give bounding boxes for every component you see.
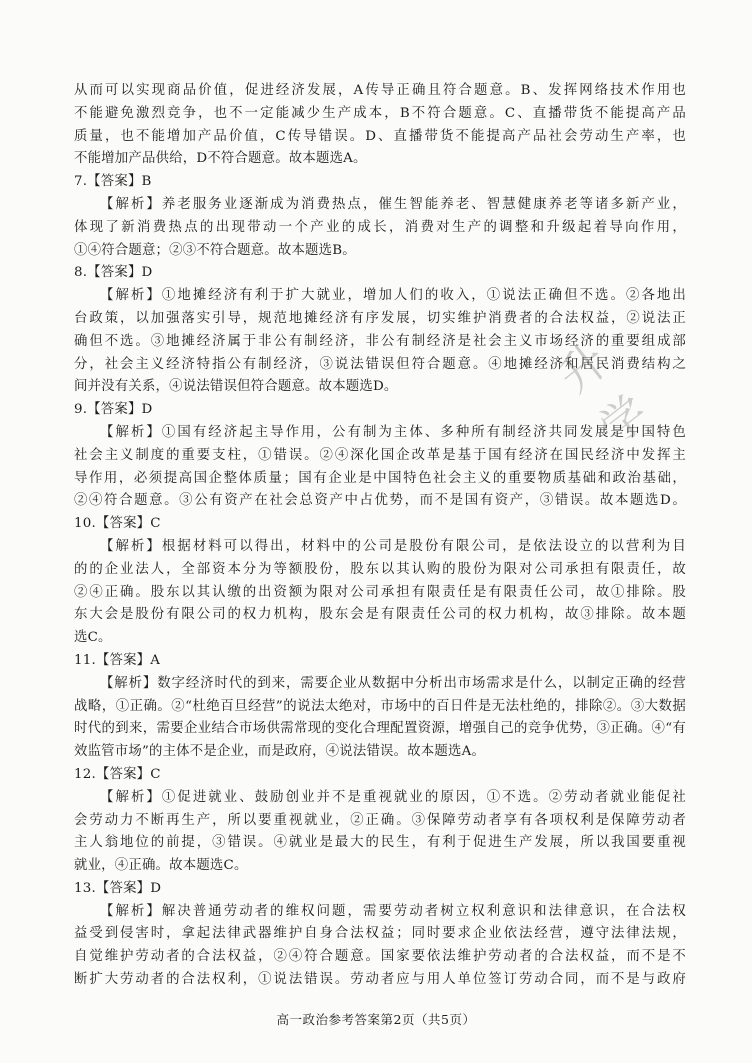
text-line: 的的企业法人，全部资本分为等额股份，股东以其认购的股份为限对公司承担有限责任，故 [74,561,686,577]
text-line: 【解析】①地摊经济有利于扩大就业，增加人们的收入，①说法正确但不选。②各地出 [100,288,686,304]
text-line: 质量，也不能增加产品价值，C传导错误。D、直播带货不能提高产品社会劳动生产率，也 [74,128,686,144]
text-line: 9.【答案】D [74,402,153,418]
text-line: 效监管市场”的主体不是企业，而是政府，④说法错误。故本题选A。 [74,744,486,760]
text-line: 【解析】①促进就业、鼓励创业并不是重视就业的原因，①不选。②劳动者就业能促社 [100,789,686,805]
text-line: 导作用，必须提高国企整体质量；国有企业是中国特色社会主义的重要物质基础和政治基础， [74,470,686,486]
answer-text-body [74,80,686,992]
text-line: 就业，④正确。故本题选C。 [74,858,248,874]
text-line: 不能避免激烈竞争，也不一定能减少生产成本，B不符合题意。C、直播带货不能提高产品 [74,105,686,121]
text-line: 会劳动力不断再生产，所以要重视就业，②正确。③保障劳动者享有各项权利是保障劳动者 [74,812,686,828]
text-line: ②④符合题意。③公有资产在社会总资产中占优势，而不是国有资产，③错误。故本题选D。 [74,493,686,509]
text-line: 12.【答案】C [74,766,161,782]
text-line: 社会主义制度的重要支柱，①错误。②④深化国企改革是基于国有经济在国民经济中发挥主 [74,447,686,463]
text-line: 【解析】根据材料可以得出，材料中的公司是股份有限公司，是依法设立的以营利为目 [100,538,686,554]
text-line: ②④正确。股东以其认缴的出资额为限对公司承担有限责任是有限责任公司，故①排除。股 [74,584,686,600]
text-line: 10.【答案】C [74,516,161,532]
text-line: 时代的到来，需要企业结合市场供需常现的变化合理配置资源，增强自己的竞争优势，③正确。④“有 [74,721,686,737]
text-line: ①④符合题意；②③不符合题意。故本题选B。 [74,242,356,258]
text-line: 不能增加产品供给，D不符合题意。故本题选A。 [74,151,367,167]
text-line: 间并没有关系，④说法错误但符合题意。故本题选D。 [74,379,398,395]
text-line: 战略，①正确。②“杜绝百旦经营”的说法太绝对，市场中的百日件是无法杜绝的，排除②。③大数据 [74,698,686,714]
text-line: 13.【答案】D [74,880,162,896]
text-line: 自觉维护劳动者的合法权益，②④符合题意。国家要依法维护劳动者的合法权益，而不是不 [74,949,686,965]
text-line: 断扩大劳动者的合法权利，①说法错误。劳动者应与用人单位签订劳动合同，而不是与政府 [74,972,686,988]
text-line: 【解析】解决普通劳动者的维权问题，需要劳动者树立权利意识和法律意识，在合法权 [100,903,686,919]
text-line: 【解析】数字经济时代的到来，需要企业从数据中分析出市场需求是什么，以制定正确的经营 [100,675,686,691]
text-line: 益受到侵害时，拿起法律武器维护自身合法权益；同时要求企业依法经营，遵守法律法规， [74,926,686,942]
page-footer: 高一政治参考答案第2页（共5页） [276,1012,476,1027]
text-line: 选C。 [74,630,112,646]
text-line: 东大会是股份有限公司的权力机构，股东会是有限责任公司的权力机构，故③排除。故本题 [74,607,686,623]
text-line: 主人翁地位的前提，③错误。④就业是最大的民生，有利于促进生产发展，所以我国要重视 [74,835,686,851]
text-line: 确但不选。③地摊经济属于非公有制经济，非公有制经济是社会主义市场经济的重要组成部 [74,333,686,349]
text-line: 【解析】①国有经济起主导作用，公有制为主体、多种所有制经济共同发展是中国特色 [100,424,686,440]
text-line: 7.【答案】B [74,174,152,190]
text-line: 11.【答案】A [74,652,161,668]
text-line: 台政策，以加强落实引导，规范地摊经济有序发展，切实维护消费者的合法权益，②说法正 [74,310,686,326]
watermark: 升学 [548,332,659,456]
text-line: 【解析】养老服务业逐渐成为消费热点，催生智能养老、智慧健康养老等诸多新产业， [100,196,686,212]
text-line: 分，社会主义经济特指公有制经济，③说法错误但符合题意。④地摊经济和居民消费结构之 [74,356,686,372]
text-line: 从而可以实现商品价值，促进经济发展，A传导正确且符合题意。B、发挥网络技术作用也 [74,83,686,98]
text-line: 8.【答案】D [74,265,153,281]
text-line: 体现了新消费热点的出现带动一个产业的成长，消费对生产的调整和升级起着导向作用， [74,219,686,235]
